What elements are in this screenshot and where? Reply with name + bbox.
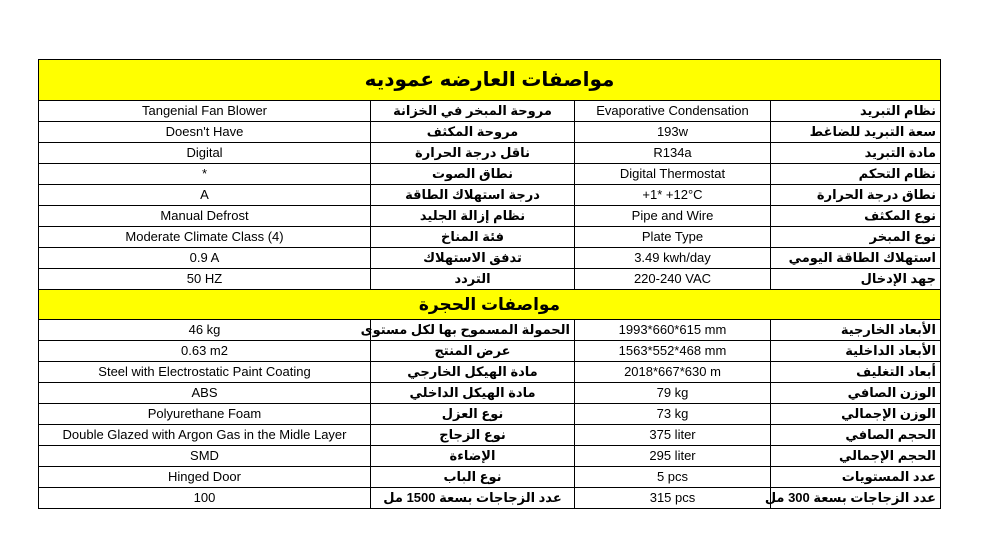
left-value-cell: Doesn't Have — [39, 122, 371, 143]
spec-row — [39, 320, 941, 341]
right-value-cell: 5 pcs — [575, 467, 771, 488]
left-value-cell: A — [39, 185, 371, 206]
spec-row — [39, 122, 941, 143]
left-label-cell: مروحة المبخر في الخزانة — [371, 101, 575, 122]
right-label-cell: مادة التبريد — [771, 143, 941, 164]
right-value-cell: Pipe and Wire — [575, 206, 771, 227]
spec-table — [38, 59, 941, 509]
spec-row — [39, 206, 941, 227]
left-value-cell: 50 HZ — [39, 269, 371, 290]
left-label-cell: عدد الزجاجات بسعة 1500 مل — [371, 488, 575, 509]
right-label-cell: عدد الزجاجات بسعة 300 مل — [771, 488, 941, 509]
spec-row — [39, 341, 941, 362]
spec-row — [39, 404, 941, 425]
spec-row — [39, 269, 941, 290]
left-value-cell: Polyurethane Foam — [39, 404, 371, 425]
left-label-cell: تدفق الاستهلاك — [371, 248, 575, 269]
left-value-cell: Manual Defrost — [39, 206, 371, 227]
right-value-cell: 375 liter — [575, 425, 771, 446]
right-label-cell: الحجم الصافي — [771, 425, 941, 446]
right-value-cell: 193w — [575, 122, 771, 143]
left-label-cell: درجة استهلاك الطاقة — [371, 185, 575, 206]
right-label-cell: نوع المبخر — [771, 227, 941, 248]
right-value-cell: 315 pcs — [575, 488, 771, 509]
left-label-cell: نوع الزجاج — [371, 425, 575, 446]
right-value-cell: +1* +12°C — [575, 185, 771, 206]
right-label-cell: أبعاد التغليف — [771, 362, 941, 383]
left-value-cell: 0.9 A — [39, 248, 371, 269]
left-label-cell: مادة الهيكل الداخلي — [371, 383, 575, 404]
left-label-cell: مادة الهيكل الخارجي — [371, 362, 575, 383]
left-value-cell: 100 — [39, 488, 371, 509]
right-value-cell: Plate Type — [575, 227, 771, 248]
spec-row — [39, 362, 941, 383]
left-label-cell: نظام إزالة الجليد — [371, 206, 575, 227]
spec-row — [39, 425, 941, 446]
right-value-cell: 79 kg — [575, 383, 771, 404]
left-label-cell: التردد — [371, 269, 575, 290]
right-label-cell: جهد الإدخال — [771, 269, 941, 290]
spec-row — [39, 488, 941, 509]
sheet-title: مواصفات العارضه عموديه — [39, 60, 941, 101]
left-label-cell: نطاق الصوت — [371, 164, 575, 185]
right-label-cell: استهلاك الطاقة اليومي — [771, 248, 941, 269]
spec-row — [39, 143, 941, 164]
spec-row — [39, 185, 941, 206]
right-value-cell: 1993*660*615 mm — [575, 320, 771, 341]
left-label-cell: نوع العزل — [371, 404, 575, 425]
right-label-cell: الأبعاد الداخلية — [771, 341, 941, 362]
section-title: مواصفات الحجرة — [39, 290, 941, 320]
left-label-cell: عرض المنتج — [371, 341, 575, 362]
left-value-cell: SMD — [39, 446, 371, 467]
right-value-cell: 3.49 kwh/day — [575, 248, 771, 269]
left-value-cell: 46 kg — [39, 320, 371, 341]
left-value-cell: 0.63 m2 — [39, 341, 371, 362]
left-label-cell: ناقل درجة الحرارة — [371, 143, 575, 164]
spec-row — [39, 101, 941, 122]
left-label-cell: الإضاءة — [371, 446, 575, 467]
right-label-cell: الأبعاد الخارجية — [771, 320, 941, 341]
spec-row — [39, 248, 941, 269]
right-label-cell: نوع المكثف — [771, 206, 941, 227]
right-value-cell: 295 liter — [575, 446, 771, 467]
spec-row — [39, 227, 941, 248]
left-value-cell: ABS — [39, 383, 371, 404]
right-value-cell: Evaporative Condensation — [575, 101, 771, 122]
left-value-cell: Moderate Climate Class (4) — [39, 227, 371, 248]
right-label-cell: الوزن الصافي — [771, 383, 941, 404]
spec-row — [39, 164, 941, 185]
left-value-cell: Digital — [39, 143, 371, 164]
right-label-cell: نظام التحكم — [771, 164, 941, 185]
right-value-cell: 73 kg — [575, 404, 771, 425]
left-label-cell: فئة المناخ — [371, 227, 575, 248]
spec-row — [39, 467, 941, 488]
left-value-cell: Tangenial Fan Blower — [39, 101, 371, 122]
left-value-cell: Hinged Door — [39, 467, 371, 488]
right-label-cell: عدد المستويات — [771, 467, 941, 488]
left-label-cell: الحمولة المسموح بها لكل مستوى — [371, 320, 575, 341]
right-label-cell: الحجم الإجمالي — [771, 446, 941, 467]
right-label-cell: نطاق درجة الحرارة — [771, 185, 941, 206]
spec-row — [39, 446, 941, 467]
left-value-cell: Double Glazed with Argon Gas in the Midle Layer — [39, 425, 371, 446]
right-value-cell: 2018*667*630 m — [575, 362, 771, 383]
spec-row — [39, 383, 941, 404]
title-row — [39, 60, 941, 101]
left-label-cell: مروحة المكثف — [371, 122, 575, 143]
right-value-cell: Digital Thermostat — [575, 164, 771, 185]
left-value-cell: * — [39, 164, 371, 185]
left-label-cell: نوع الباب — [371, 467, 575, 488]
right-value-cell: 220-240 VAC — [575, 269, 771, 290]
right-label-cell: نظام التبريد — [771, 101, 941, 122]
right-label-cell: الوزن الإجمالي — [771, 404, 941, 425]
right-label-cell: سعة التبريد للضاغط — [771, 122, 941, 143]
section-row — [39, 290, 941, 320]
right-value-cell: 1563*552*468 mm — [575, 341, 771, 362]
left-value-cell: Steel with Electrostatic Paint Coating — [39, 362, 371, 383]
right-value-cell: R134a — [575, 143, 771, 164]
